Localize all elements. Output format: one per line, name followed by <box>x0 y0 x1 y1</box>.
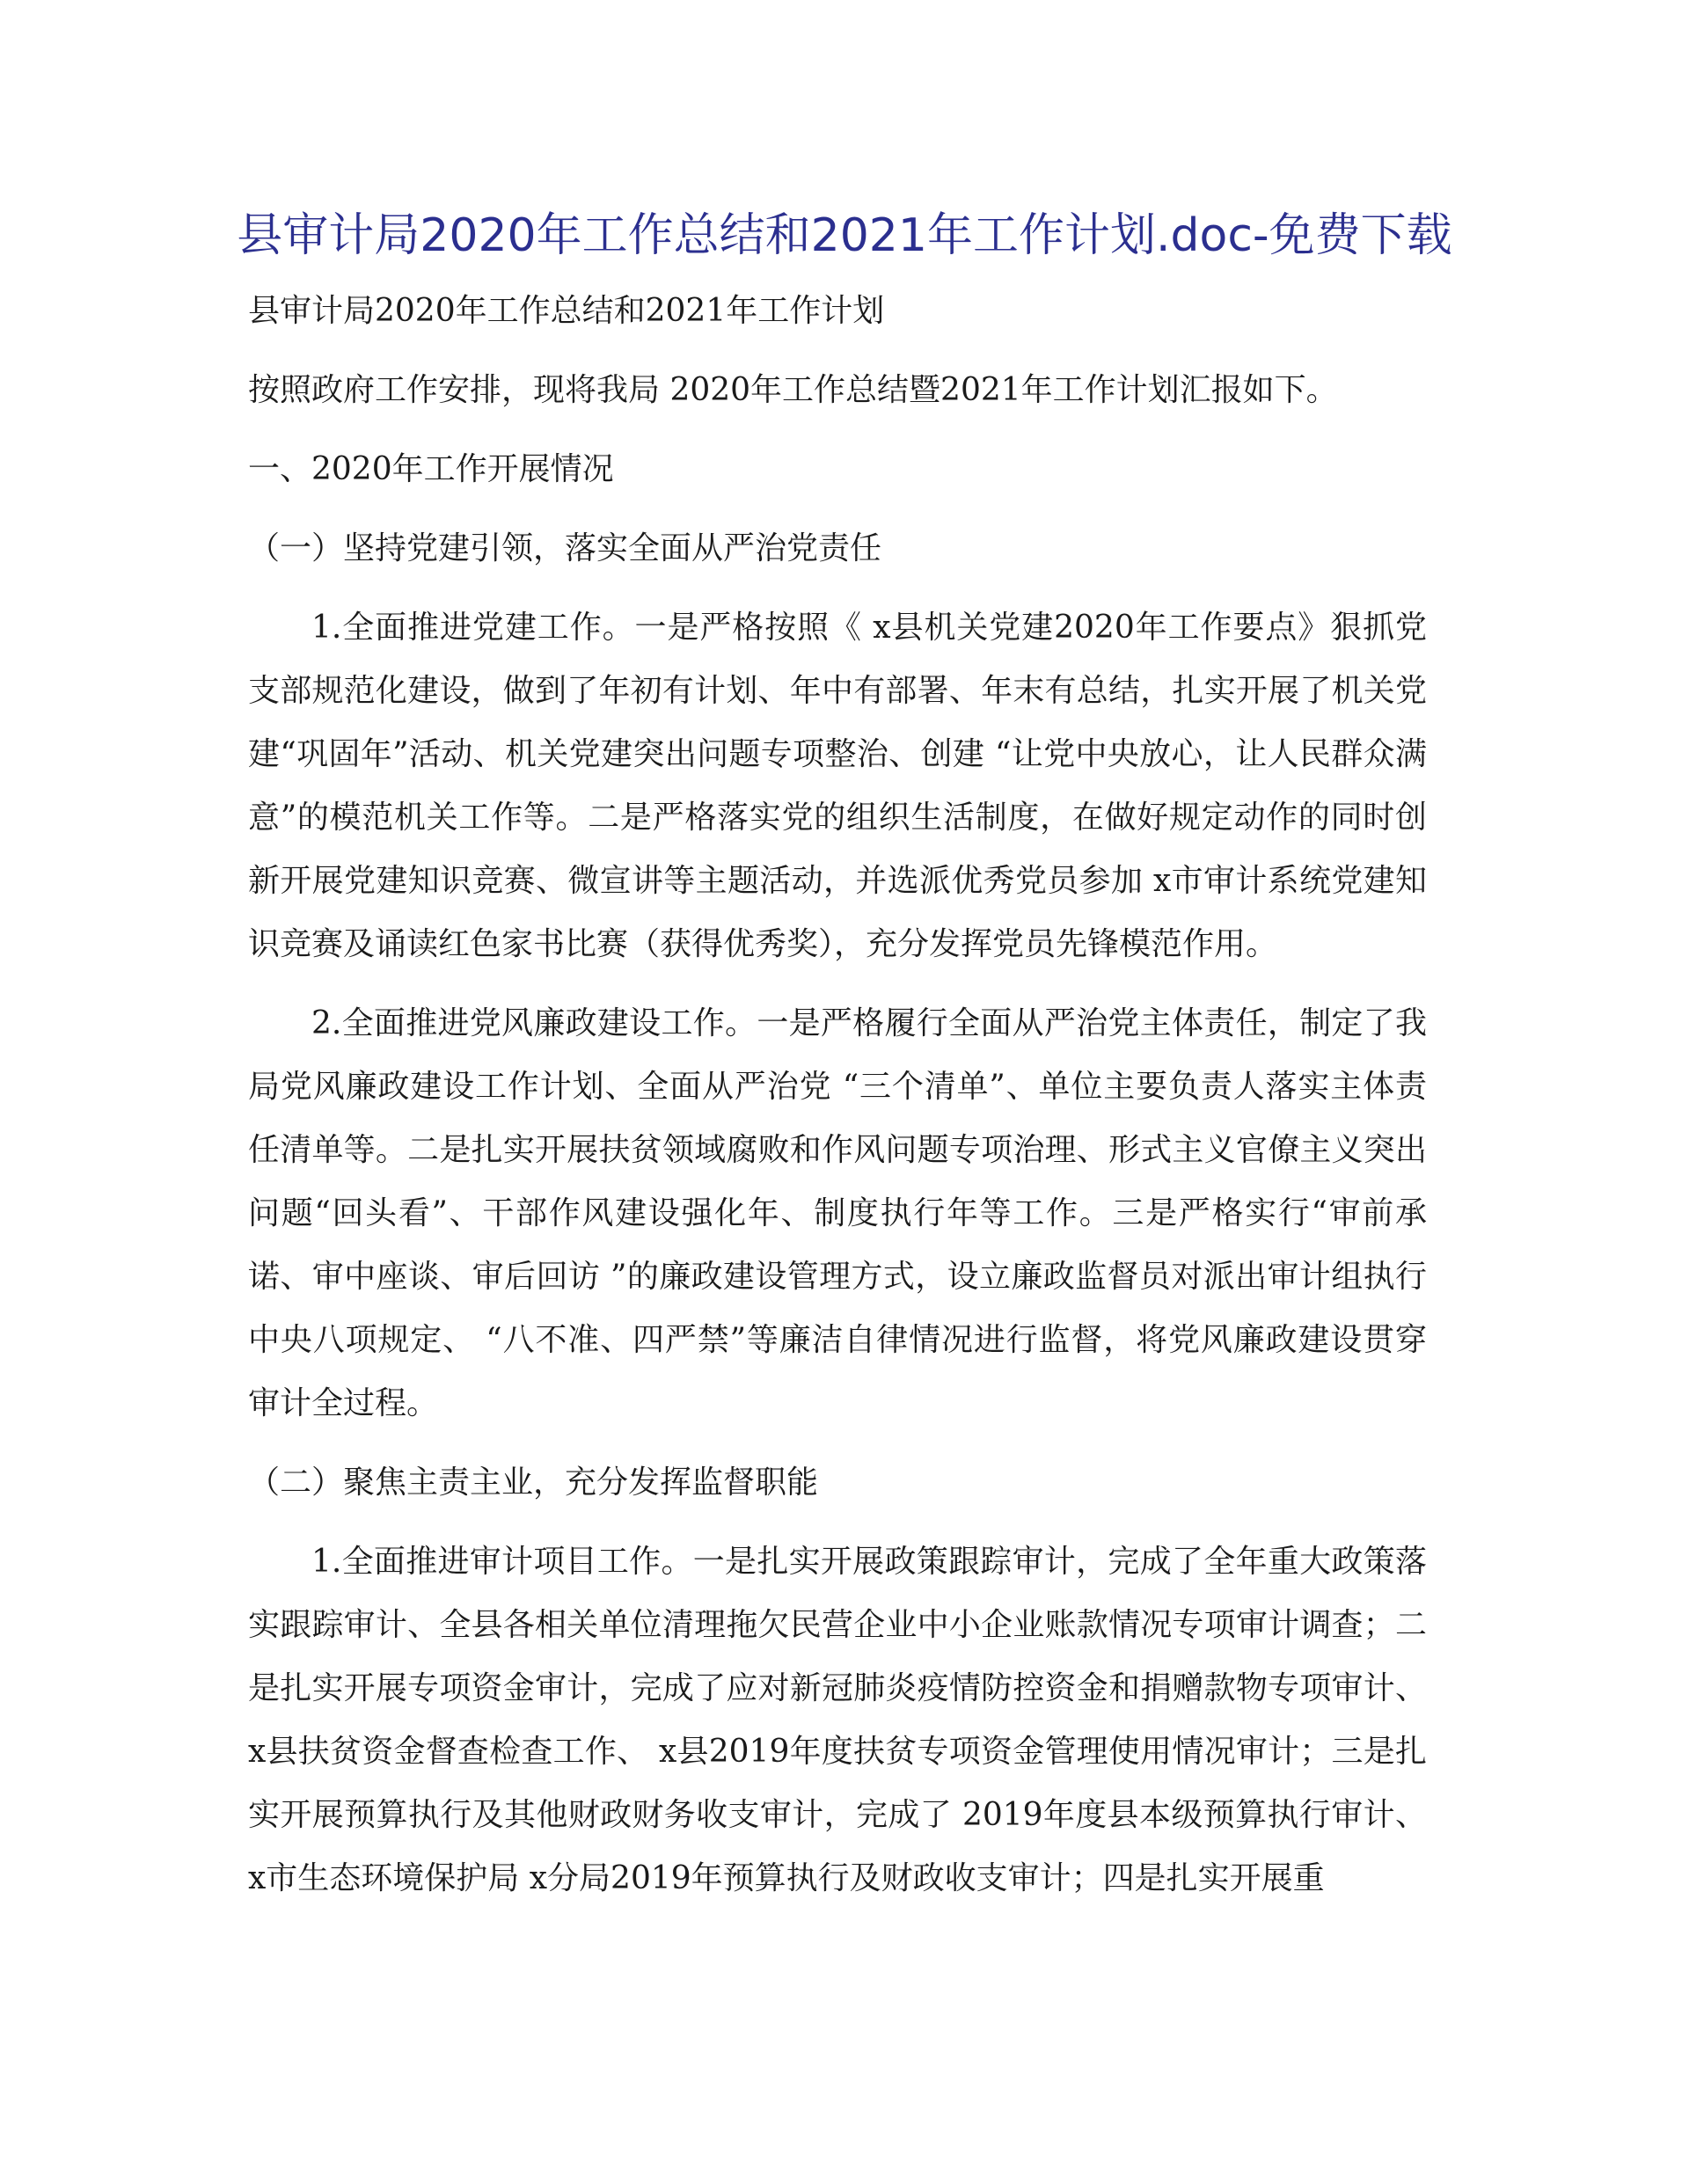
paragraph-body: 1.全面推进审计项目工作。一是扎实开展政策跟踪审计，完成了全年重大政策落实跟踪审计、全县各相关单位清理拖欠民营企业中小企业账款情况专项审计调查；二是扎实开展专项资金审计，完成了应对新冠肺炎疫情防控资金和捐赠款物专项审计、x县扶贫资金督查检查工作、 x县2019年度扶贫专项资金管理使用情况审计；三是扎实开展预算执行及其他财政财务收支审计，完成了 2019年度县本级预算执行审计、x市生态环境保护局 x分局2019年预算执行及财政收支审计；四是扎实开展重 <box>248 1544 1427 1896</box>
document-title: 县审计局2020年工作总结和2021年工作计划.doc-免费下载 <box>237 209 1452 262</box>
subsection-heading: （一）坚持党建引领，落实全面从严治党责任 <box>248 530 882 566</box>
paragraph-intro: 按照政府工作安排，现将我局 2020年工作总结暨2021年工作计划汇报如下。 <box>248 372 1338 408</box>
subsection-heading: （二）聚焦主责主业，充分发挥监督职能 <box>248 1465 819 1501</box>
document-body <box>248 280 1427 1910</box>
paragraph-subtitle: 县审计局2020年工作总结和2021年工作计划 <box>248 293 885 329</box>
paragraph-body: 1.全面推进党建工作。一是严格按照《 x县机关党建2020年工作要点》狠抓党支部规范化建设，做到了年初有计划、年中有部署、年末有总结，扎实开展了机关党建“巩固年”活动、机关党建突出问题专项整治、创建 “让党中央放心，让人民群众满意”的模范机关工作等。二是严格落实党的组织生活制度，在做好规定动作的同时创新开展党建知识竞赛、微宣讲等主题活动，并选派优秀党员参加 x市审计系统党建知识竞赛及诵读红色家书比赛（获得优秀奖），充分发挥党员先锋模范作用。 <box>248 610 1427 962</box>
paragraph-body: 2.全面推进党风廉政建设工作。一是严格履行全面从严治党主体责任，制定了我局党风廉政建设工作计划、全面从严治党 “三个清单”、单位主要负责人落实主体责任清单等。二是扎实开展扶贫领域腐败和作风问题专项治理、形式主义官僚主义突出问题“回头看”、干部作风建设强化年、制度执行年等工作。三是严格实行“审前承诺、审中座谈、审后回访 ”的廉政建设管理方式，设立廉政监督员对派出审计组执行中央八项规定、 “八不准、四严禁”等廉洁自律情况进行监督，将党风廉政建设贯穿审计全过程。 <box>248 1005 1427 1421</box>
section-heading: 一、2020年工作开展情况 <box>248 451 614 487</box>
